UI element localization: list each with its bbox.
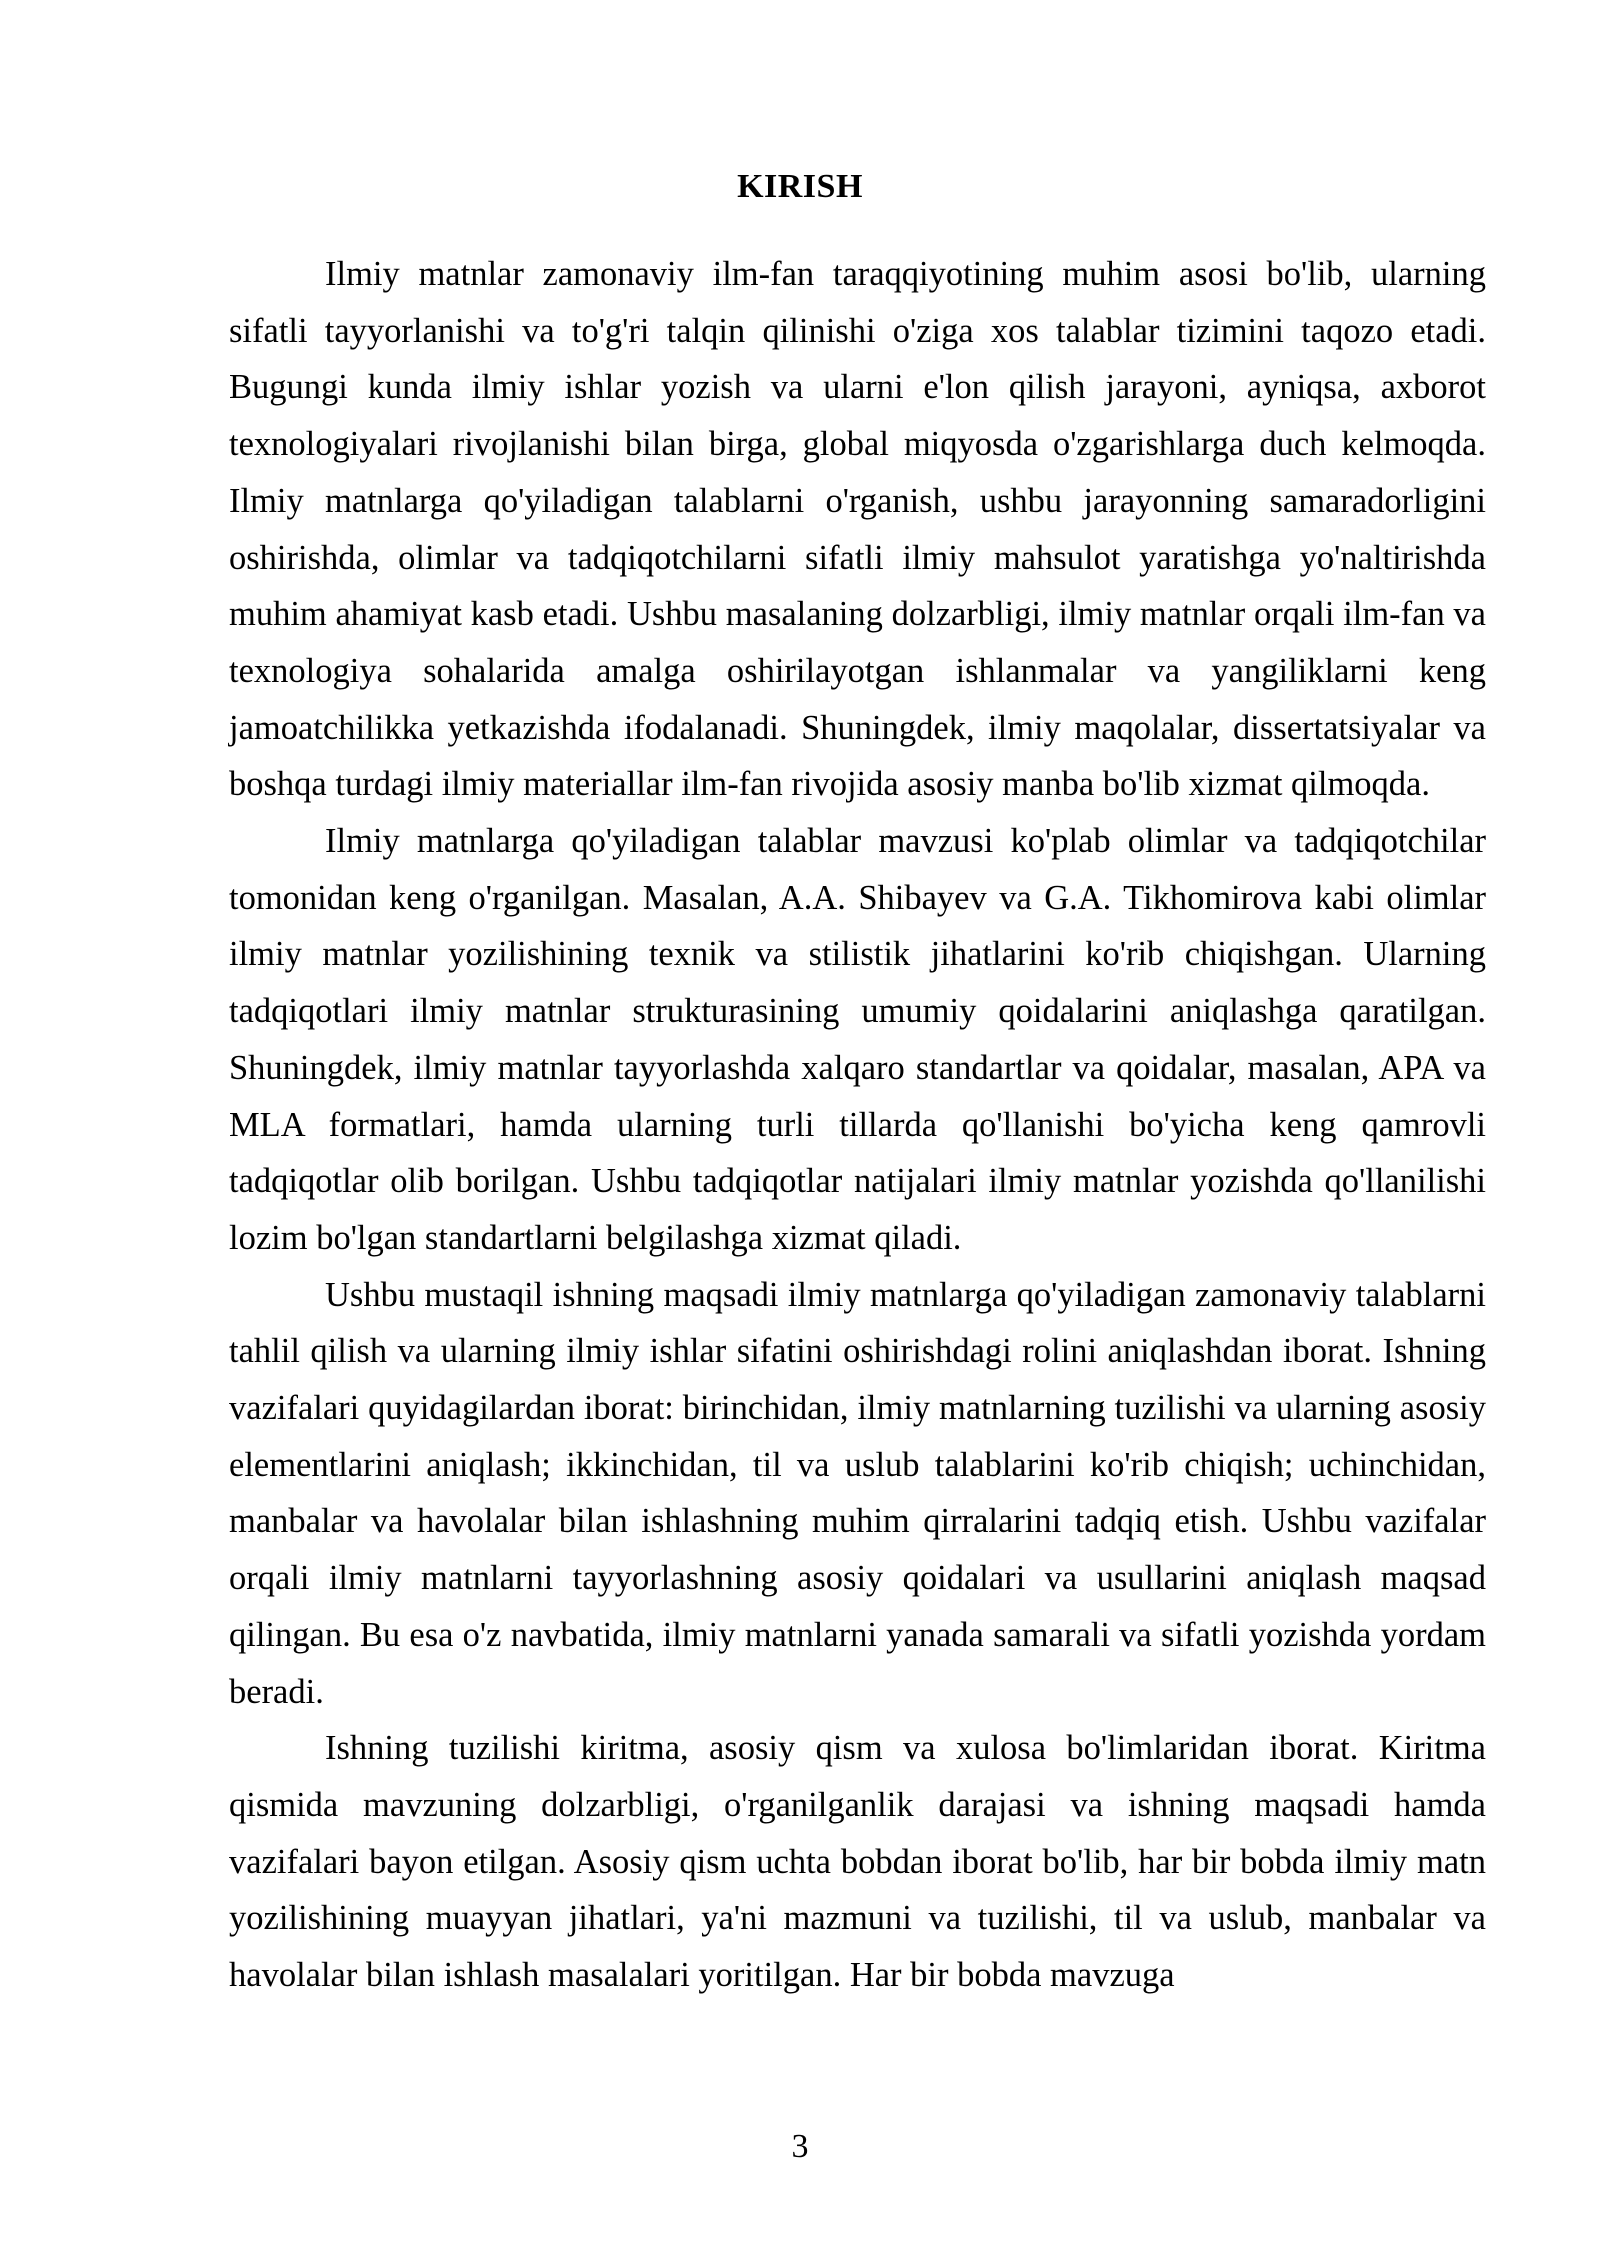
paragraph-1: Ilmiy matnlar zamonaviy ilm-fan taraqqiyotining muhim asosi bo'lib, ularning sifatli tayyorlanishi va to'g'ri talqin qilinishi o'ziga xos talablar tizimini taqozo etadi. Bugungi kunda ilmiy ishlar yozish va ularni e'lon qilish jarayoni, ayniqsa, axborot texnologiyalari rivojlanishi bilan birga, global miqyosda o'zgarishlarga duch kelmoqda. Ilmiy matnlarga qo'yiladigan talablarni o'rganish, ushbu jarayonning samaradorligini oshirishda, olimlar va tadqiqotchilarni sifatli ilmiy mahsulot yaratishga yo'naltirishda muhim ahamiyat kasb etadi. Ushbu masalaning dolzarbligi, ilmiy matnlar orqali ilm-fan va texnologiya sohalarida amalga oshirilayotgan ishlanmalar va yangiliklarni keng jamoatchilikka yetkazishda ifodalanadi. Shuningdek, ilmiy maqolalar, dissertatsiyalar va boshqa turdagi ilmiy materiallar ilm-fan rivojida asosiy manba bo'lib xizmat qilmoqda. — [229, 255, 1486, 804]
body-text — [229, 246, 1486, 2004]
page-number: 3 — [791, 2128, 809, 2165]
section-title: KIRISH — [737, 168, 863, 205]
paragraph-3: Ushbu mustaqil ishning maqsadi ilmiy matnlarga qo'yiladigan zamonaviy talablarni tahlil qilish va ularning ilmiy ishlar sifatini oshirishdagi rolini aniqlashdan iborat. Ishning vazifalari quyidagilardan iborat: birinchidan, ilmiy matnlarning tuzilishi va ularning asosiy elementlarini aniqlash; ikkinchidan, til va uslub talablarini ko'rib chiqish; uchinchidan, manbalar va havolalar bilan ishlashning muhim qirralarini tadqiq etish. Ushbu vazifalar orqali ilmiy matnlarni tayyorlashning asosiy qoidalari va usullarini aniqlash maqsad qilingan. Bu esa o'z navbatida, ilmiy matnlarni yanada samarali va sifatli yozishda yordam beradi. — [229, 1275, 1486, 1711]
paragraph-4: Ishning tuzilishi kiritma, asosiy qism va xulosa bo'limlaridan iborat. Kiritma qismida mavzuning dolzarbligi, o'rganilganlik darajasi va ishning maqsadi hamda vazifalari bayon etilgan. Asosiy qism uchta bobdan iborat bo'lib, har bir bobda ilmiy matn yozilishining muayyan jihatlari, ya'ni mazmuni va tuzilishi, til va uslub, manbalar va havolalar bilan ishlash masalalari yoritilgan. Har bir bobda mavzuga — [229, 1729, 1486, 1995]
paragraph-2: Ilmiy matnlarga qo'yiladigan talablar mavzusi ko'plab olimlar va tadqiqotchilar tomonidan keng o'rganilgan. Masalan, A.A. Shibayev va G.A. Tikhomirova kabi olimlar ilmiy matnlar yozilishining texnik va stilistik jihatlarini ko'rib chiqishgan. Ularning tadqiqotlari ilmiy matnlar strukturasining umumiy qoidalarini aniqlashga qaratilgan. Shuningdek, ilmiy matnlar tayyorlashda xalqaro standartlar va qoidalar, masalan, APA va MLA formatlari, hamda ularning turli tillarda qo'llanishi bo'yicha keng qamrovli tadqiqotlar olib borilgan. Ushbu tadqiqotlar natijalari ilmiy matnlar yozishda qo'llanilishi lozim bo'lgan standartlarni belgilashga xizmat qiladi. — [229, 822, 1486, 1257]
